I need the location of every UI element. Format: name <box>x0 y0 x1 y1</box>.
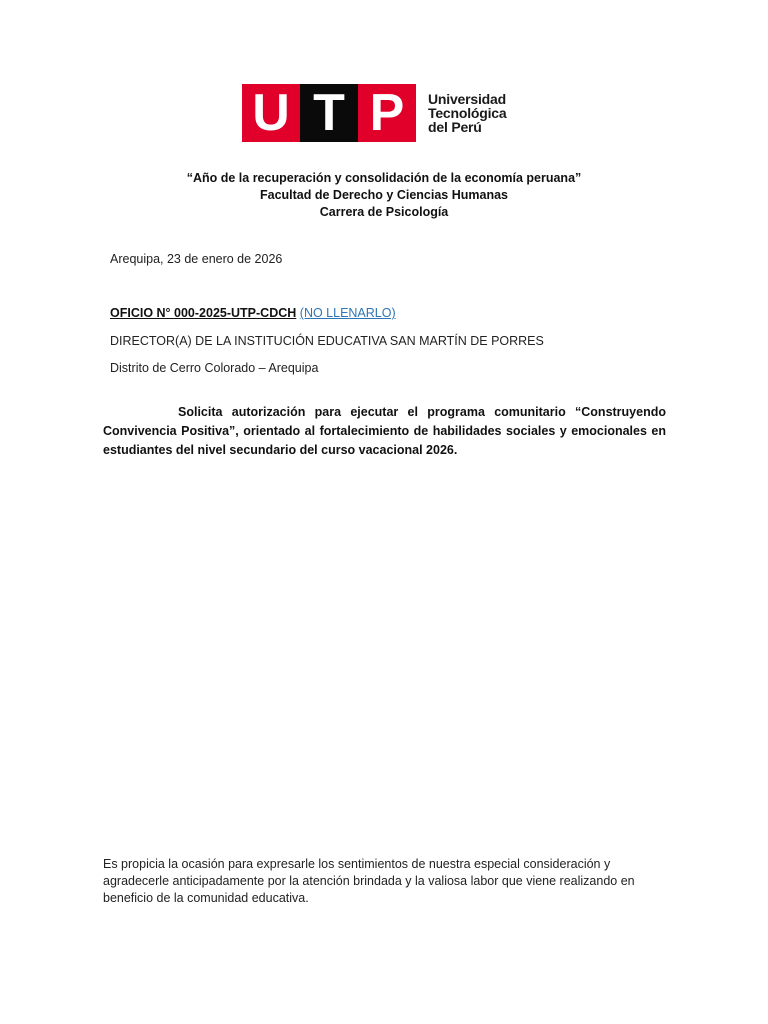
logo-letter-t: T <box>300 84 358 142</box>
logo-letter-p: P <box>358 84 416 142</box>
district-line: Distrito de Cerro Colorado – Arequipa <box>110 361 319 375</box>
faculty-name: Facultad de Derecho y Ciencias Humanas <box>259 188 508 202</box>
subject-paragraph: Solicita autorización para ejecutar el programa comunitario “Construyendo Convivencia Positiva”, orientado al fortalecimiento de habilidades sociales y emocionales en estudiantes del nivel secundario del curso vacacional 2026. <box>103 405 666 457</box>
document-header <box>0 170 768 221</box>
utp-logo <box>242 84 506 142</box>
year-motto: “Año de la recuperación y consolidación de la economía peruana” <box>186 171 582 185</box>
oficio-line <box>110 305 396 321</box>
logo-wordmark <box>428 84 506 142</box>
oficio-reference: OFICIO N° 000-2025-UTP-CDCH <box>110 306 297 320</box>
date-line: Arequipa, 23 de enero de 2026 <box>110 252 283 266</box>
oficio-note-link[interactable]: (NO LLENARLO) <box>299 306 396 320</box>
logo-line-1: Universidad <box>428 91 506 107</box>
logo-line-2: Tecnológica <box>428 105 507 121</box>
logo-line-3: del Perú <box>428 119 482 135</box>
closing-paragraph: Es propicia la ocasión para expresarle los sentimientos de nuestra especial consideración y agradecerle anticipadamente por la atención brindada y la valiosa labor que viene realizando en beneficio de la comunidad educativa. <box>103 857 635 905</box>
logo-letter-u: U <box>242 84 300 142</box>
addressee-line: DIRECTOR(A) DE LA INSTITUCIÓN EDUCATIVA SAN MARTÍN DE PORRES <box>110 334 544 348</box>
career-name: Carrera de Psicología <box>319 205 449 219</box>
